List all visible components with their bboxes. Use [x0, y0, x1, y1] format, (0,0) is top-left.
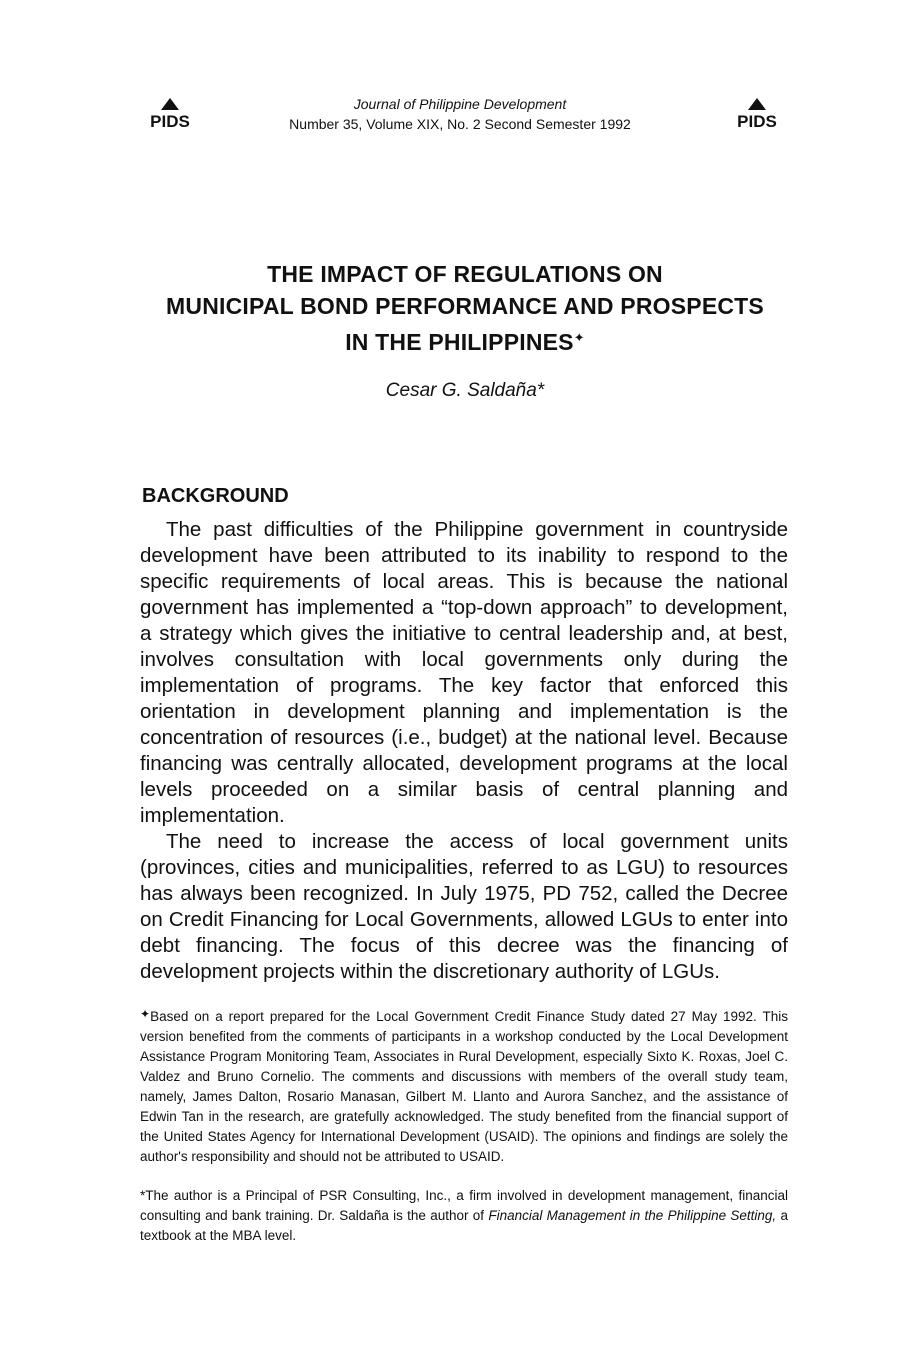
logo-text: PIDS [737, 112, 777, 130]
footnote-2-text: The author is a Principal of PSR Consulting, Inc., a firm involved in development management, financial consulting and bank training. Dr. Saldaña is the author of [140, 1188, 788, 1223]
footnote-1-text: Based on a report prepared for the Local Government Credit Finance Study dated 27 May 1992. This version benefited from the comments of participants in a workshop conducted by the Local Development Assistance Program Monitoring Team, Associates in Rural Development, especially Sixto K. Roxas, Joel C. Valdez and Bruno Cornelio. The comments and discussions with members of the overall study team, namely, James Dalton, Rosario Manasan, Gilbert M. Llanto and Aurora Sanchez, and the assistance of Edwin Tan in the research, are gratefully acknowledged. The study benefited from the financial support of the United States Agency for International Development (USAID). The opinions and findings are solely the author's responsibility and should not be attributed to USAID. [140, 1009, 788, 1164]
body-text [140, 517, 788, 985]
section-heading: BACKGROUND [142, 485, 289, 507]
logo-text: PIDS [150, 112, 190, 130]
footnote-2-book-title: Financial Management in the Philippine Setting, [488, 1208, 777, 1223]
pids-logo-right [728, 96, 786, 130]
footnote-1-marker: ✦ [140, 1007, 151, 1021]
body-paragraph-2: The need to increase the access of local government units (provinces, cities and municipalities, referred to as LGU) to resources has always been recognized. In July 1975, PD 752, called the Decree on Credit Financing for Local Governments, allowed LGUs to enter into debt financing. The focus of this decree was the financing of development projects within the discretionary authority of LGUs. [140, 830, 788, 983]
pids-logo-icon [141, 96, 199, 130]
footnote-2-marker: * [140, 1188, 146, 1203]
body-paragraph-1: The past difficulties of the Philippine government in countryside development have been attributed to its inability to respond to the specific requirements of local areas. This is because the national government has implemented a “top-down approach” to development, a strategy which gives the initiative to central leadership and, at best, involves consultation with local governments only during the implementation of programs. The key factor that enforced this orientation in development planning and implementation is the concentration of resources (i.e., budget) at the national level. Because financing was centrally allocated, development programs at the local levels proceeded on a similar basis of central planning and implementation. [140, 518, 788, 827]
pids-logo-left [141, 96, 199, 130]
journal-name: Journal of Philippine Development [353, 96, 567, 112]
title-line-2: MUNICIPAL BOND PERFORMANCE AND PROSPECTS [166, 293, 764, 319]
footnotes [140, 1004, 788, 1265]
journal-header [240, 94, 680, 134]
title-footnote-marker: ✦ [573, 330, 585, 345]
title-line-3-text: IN THE PHILIPPINES [345, 329, 574, 355]
issue-info: Number 35, Volume XIX, No. 2 Second Semester 1992 [289, 116, 631, 132]
title-line-1: THE IMPACT OF REGULATIONS ON [267, 261, 663, 287]
author-name: Cesar G. Saldaña* [385, 380, 545, 401]
article-title [100, 258, 830, 358]
title-line-3 [100, 322, 830, 358]
pids-logo-icon [728, 96, 786, 130]
footnote-2-text-end: a textbook at the MBA level. [140, 1208, 788, 1243]
footnote-1 [140, 1004, 788, 1167]
footnote-2 [140, 1186, 788, 1246]
